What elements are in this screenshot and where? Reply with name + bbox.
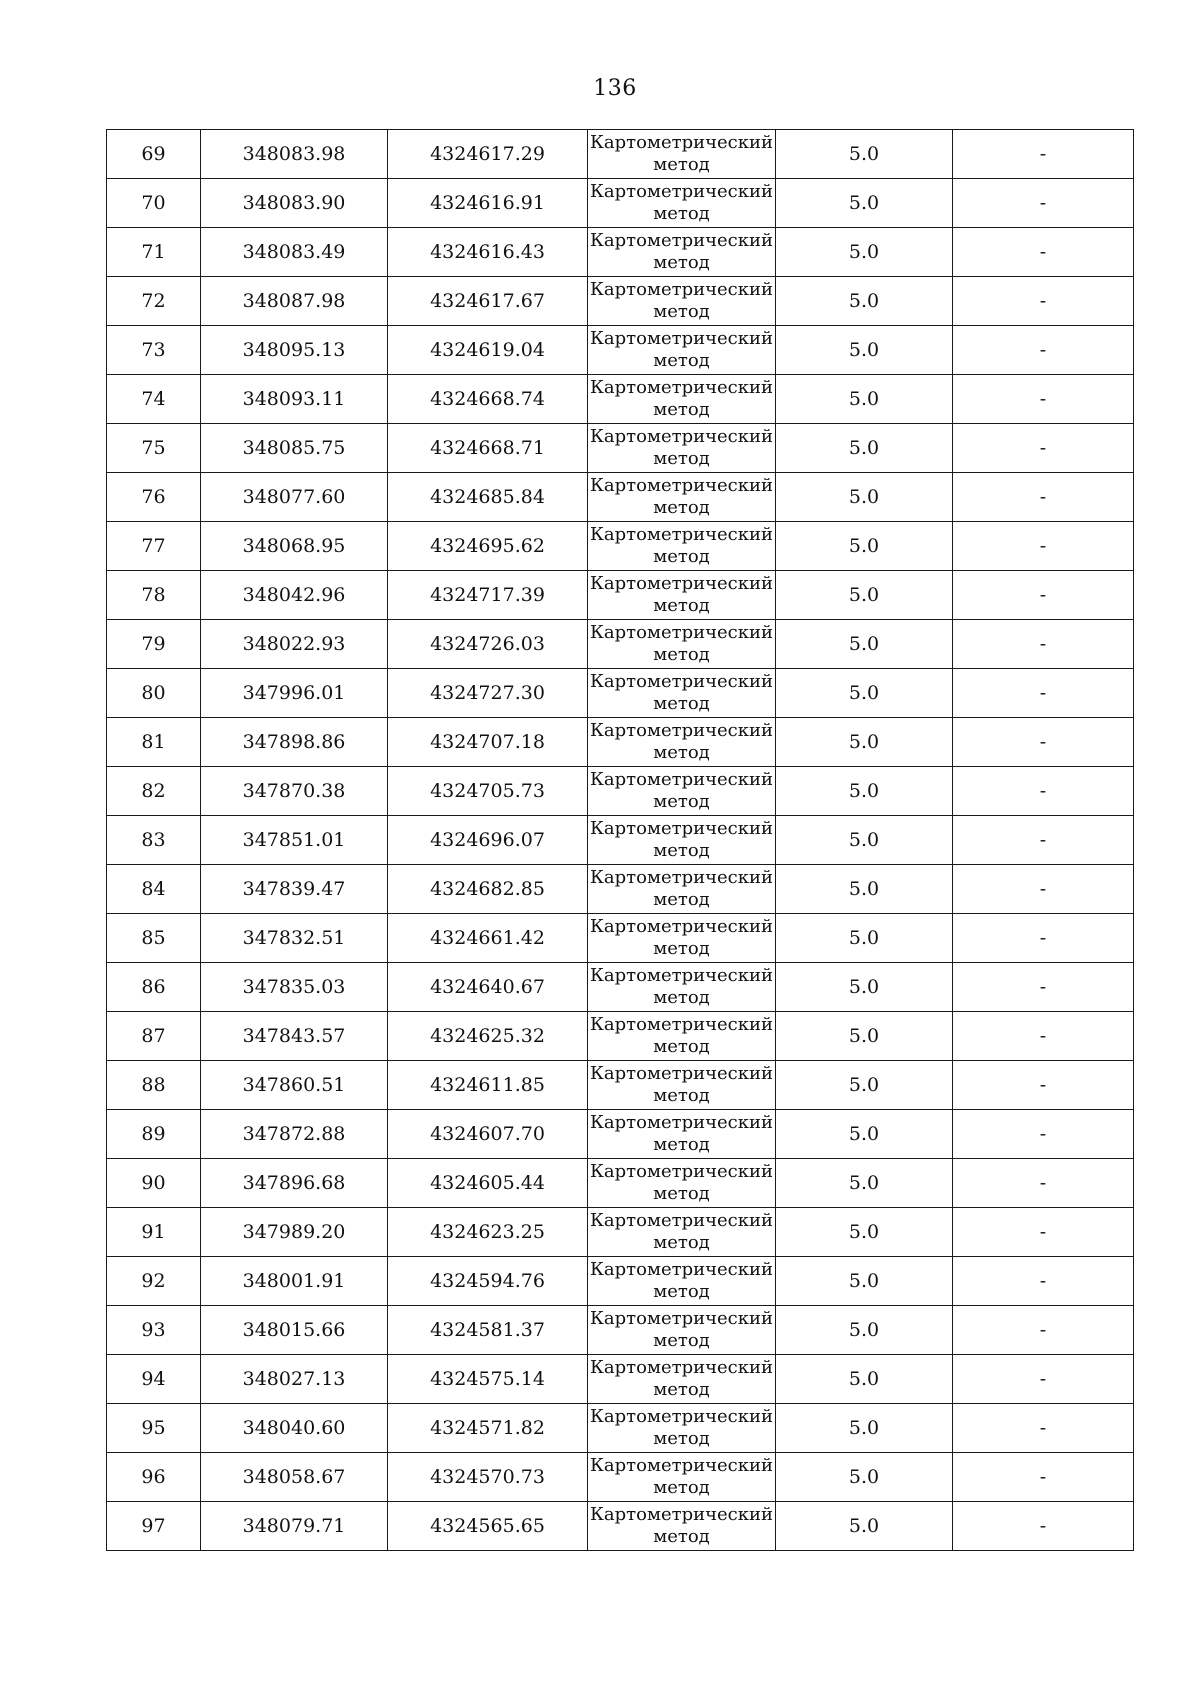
table-row: [107, 424, 1134, 473]
point-number-cell: 81: [107, 718, 201, 767]
y-coordinate-cell: 4324605.44: [388, 1159, 588, 1208]
method-label-line1: Картометрический: [590, 328, 773, 349]
note-cell: -: [953, 1502, 1134, 1551]
note-cell: -: [953, 767, 1134, 816]
method-label-line2: метод: [653, 938, 710, 959]
note-cell: -: [953, 424, 1134, 473]
y-coordinate-cell: 4324640.67: [388, 963, 588, 1012]
point-number-cell: 73: [107, 326, 201, 375]
method-cell: [588, 424, 776, 473]
method-label-line2: метод: [653, 1134, 710, 1155]
y-coordinate-cell: 4324619.04: [388, 326, 588, 375]
method-label-line1: Картометрический: [590, 1210, 773, 1231]
method-label-line2: метод: [653, 448, 710, 469]
y-coordinate-cell: 4324616.43: [388, 228, 588, 277]
x-coordinate-cell: 348001.91: [201, 1257, 388, 1306]
table-row: [107, 1404, 1134, 1453]
point-number-cell: 82: [107, 767, 201, 816]
y-coordinate-cell: 4324668.74: [388, 375, 588, 424]
note-cell: -: [953, 277, 1134, 326]
x-coordinate-cell: 347870.38: [201, 767, 388, 816]
method-label-line2: метод: [653, 350, 710, 371]
x-coordinate-cell: 348022.93: [201, 620, 388, 669]
method-cell: [588, 1404, 776, 1453]
method-label-line1: Картометрический: [590, 1112, 773, 1133]
coordinates-table: [106, 129, 1134, 1551]
table-row: [107, 816, 1134, 865]
note-cell: -: [953, 1159, 1134, 1208]
x-coordinate-cell: 348068.95: [201, 522, 388, 571]
x-coordinate-cell: 347989.20: [201, 1208, 388, 1257]
accuracy-cell: 5.0: [776, 179, 953, 228]
method-cell: [588, 277, 776, 326]
point-number-cell: 72: [107, 277, 201, 326]
point-number-cell: 86: [107, 963, 201, 1012]
x-coordinate-cell: 348027.13: [201, 1355, 388, 1404]
table-row: [107, 1061, 1134, 1110]
accuracy-cell: 5.0: [776, 473, 953, 522]
table-row: [107, 1110, 1134, 1159]
table-row: [107, 1453, 1134, 1502]
accuracy-cell: 5.0: [776, 963, 953, 1012]
method-label-line2: метод: [653, 1330, 710, 1351]
method-cell: [588, 1110, 776, 1159]
table-row: [107, 375, 1134, 424]
point-number-cell: 79: [107, 620, 201, 669]
x-coordinate-cell: 347843.57: [201, 1012, 388, 1061]
accuracy-cell: 5.0: [776, 424, 953, 473]
method-label-line1: Картометрический: [590, 1308, 773, 1329]
method-cell: [588, 326, 776, 375]
point-number-cell: 94: [107, 1355, 201, 1404]
accuracy-cell: 5.0: [776, 914, 953, 963]
point-number-cell: 97: [107, 1502, 201, 1551]
y-coordinate-cell: 4324661.42: [388, 914, 588, 963]
point-number-cell: 85: [107, 914, 201, 963]
accuracy-cell: 5.0: [776, 522, 953, 571]
accuracy-cell: 5.0: [776, 1502, 953, 1551]
method-label-line1: Картометрический: [590, 671, 773, 692]
method-cell: [588, 228, 776, 277]
method-cell: [588, 375, 776, 424]
note-cell: -: [953, 375, 1134, 424]
x-coordinate-cell: 348015.66: [201, 1306, 388, 1355]
method-cell: [588, 718, 776, 767]
note-cell: -: [953, 326, 1134, 375]
point-number-cell: 75: [107, 424, 201, 473]
table-row: [107, 865, 1134, 914]
x-coordinate-cell: 348095.13: [201, 326, 388, 375]
method-label-line1: Картометрический: [590, 965, 773, 986]
method-label-line1: Картометрический: [590, 720, 773, 741]
method-label-line2: метод: [653, 889, 710, 910]
point-number-cell: 76: [107, 473, 201, 522]
table-row: [107, 669, 1134, 718]
y-coordinate-cell: 4324581.37: [388, 1306, 588, 1355]
accuracy-cell: 5.0: [776, 1159, 953, 1208]
accuracy-cell: 5.0: [776, 1110, 953, 1159]
y-coordinate-cell: 4324705.73: [388, 767, 588, 816]
method-label-line2: метод: [653, 1526, 710, 1547]
x-coordinate-cell: 347860.51: [201, 1061, 388, 1110]
table-row: [107, 571, 1134, 620]
point-number-cell: 77: [107, 522, 201, 571]
y-coordinate-cell: 4324570.73: [388, 1453, 588, 1502]
method-label-line2: метод: [653, 1183, 710, 1204]
method-label-line1: Картометрический: [590, 279, 773, 300]
table-row: [107, 1159, 1134, 1208]
y-coordinate-cell: 4324625.32: [388, 1012, 588, 1061]
note-cell: -: [953, 179, 1134, 228]
method-cell: [588, 473, 776, 522]
point-number-cell: 84: [107, 865, 201, 914]
table-row: [107, 620, 1134, 669]
method-label-line2: метод: [653, 1232, 710, 1253]
x-coordinate-cell: 347898.86: [201, 718, 388, 767]
point-number-cell: 90: [107, 1159, 201, 1208]
method-label-line2: метод: [653, 1281, 710, 1302]
y-coordinate-cell: 4324611.85: [388, 1061, 588, 1110]
note-cell: -: [953, 669, 1134, 718]
note-cell: -: [953, 1257, 1134, 1306]
method-cell: [588, 522, 776, 571]
method-label-line1: Картометрический: [590, 573, 773, 594]
accuracy-cell: 5.0: [776, 1306, 953, 1355]
table-row: [107, 914, 1134, 963]
method-label-line2: метод: [653, 742, 710, 763]
note-cell: -: [953, 473, 1134, 522]
x-coordinate-cell: 348077.60: [201, 473, 388, 522]
accuracy-cell: 5.0: [776, 816, 953, 865]
y-coordinate-cell: 4324575.14: [388, 1355, 588, 1404]
x-coordinate-cell: 347851.01: [201, 816, 388, 865]
point-number-cell: 83: [107, 816, 201, 865]
method-label-line1: Картометрический: [590, 132, 773, 153]
table-row: [107, 1502, 1134, 1551]
method-cell: [588, 571, 776, 620]
point-number-cell: 93: [107, 1306, 201, 1355]
x-coordinate-cell: 348083.90: [201, 179, 388, 228]
accuracy-cell: 5.0: [776, 571, 953, 620]
method-label-line2: метод: [653, 252, 710, 273]
x-coordinate-cell: 348040.60: [201, 1404, 388, 1453]
y-coordinate-cell: 4324717.39: [388, 571, 588, 620]
note-cell: -: [953, 718, 1134, 767]
table-row: [107, 1208, 1134, 1257]
method-label-line1: Картометрический: [590, 230, 773, 251]
table-row: [107, 473, 1134, 522]
x-coordinate-cell: 348083.98: [201, 130, 388, 179]
method-cell: [588, 1208, 776, 1257]
method-label-line1: Картометрический: [590, 524, 773, 545]
method-label-line2: метод: [653, 791, 710, 812]
table-row: [107, 228, 1134, 277]
method-label-line2: метод: [653, 644, 710, 665]
method-label-line1: Картометрический: [590, 1406, 773, 1427]
method-label-line2: метод: [653, 987, 710, 1008]
method-label-line2: метод: [653, 497, 710, 518]
method-label-line2: метод: [653, 154, 710, 175]
method-label-line2: метод: [653, 1428, 710, 1449]
note-cell: -: [953, 1453, 1134, 1502]
point-number-cell: 92: [107, 1257, 201, 1306]
point-number-cell: 70: [107, 179, 201, 228]
method-label-line2: метод: [653, 546, 710, 567]
page-number: 136: [593, 76, 637, 101]
x-coordinate-cell: 347835.03: [201, 963, 388, 1012]
method-label-line2: метод: [653, 595, 710, 616]
accuracy-cell: 5.0: [776, 1208, 953, 1257]
method-cell: [588, 914, 776, 963]
note-cell: -: [953, 130, 1134, 179]
note-cell: -: [953, 620, 1134, 669]
x-coordinate-cell: 348058.67: [201, 1453, 388, 1502]
x-coordinate-cell: 347896.68: [201, 1159, 388, 1208]
method-cell: [588, 1012, 776, 1061]
note-cell: -: [953, 1061, 1134, 1110]
method-label-line1: Картометрический: [590, 818, 773, 839]
note-cell: -: [953, 228, 1134, 277]
accuracy-cell: 5.0: [776, 130, 953, 179]
y-coordinate-cell: 4324668.71: [388, 424, 588, 473]
accuracy-cell: 5.0: [776, 375, 953, 424]
method-label-line1: Картометрический: [590, 1357, 773, 1378]
accuracy-cell: 5.0: [776, 1453, 953, 1502]
point-number-cell: 87: [107, 1012, 201, 1061]
method-label-line1: Картометрический: [590, 377, 773, 398]
point-number-cell: 96: [107, 1453, 201, 1502]
table-row: [107, 767, 1134, 816]
x-coordinate-cell: 348087.98: [201, 277, 388, 326]
method-label-line1: Картометрический: [590, 1504, 773, 1525]
y-coordinate-cell: 4324623.25: [388, 1208, 588, 1257]
method-cell: [588, 179, 776, 228]
table-row: [107, 277, 1134, 326]
method-label-line1: Картометрический: [590, 1259, 773, 1280]
method-cell: [588, 816, 776, 865]
method-label-line1: Картометрический: [590, 769, 773, 790]
note-cell: -: [953, 1110, 1134, 1159]
method-cell: [588, 1257, 776, 1306]
method-label-line1: Картометрический: [590, 622, 773, 643]
point-number-cell: 91: [107, 1208, 201, 1257]
y-coordinate-cell: 4324565.65: [388, 1502, 588, 1551]
method-cell: [588, 865, 776, 914]
note-cell: -: [953, 1306, 1134, 1355]
y-coordinate-cell: 4324727.30: [388, 669, 588, 718]
method-cell: [588, 1061, 776, 1110]
accuracy-cell: 5.0: [776, 1257, 953, 1306]
point-number-cell: 69: [107, 130, 201, 179]
method-label-line2: метод: [653, 399, 710, 420]
y-coordinate-cell: 4324617.67: [388, 277, 588, 326]
y-coordinate-cell: 4324726.03: [388, 620, 588, 669]
accuracy-cell: 5.0: [776, 1012, 953, 1061]
method-cell: [588, 620, 776, 669]
x-coordinate-cell: 347996.01: [201, 669, 388, 718]
point-number-cell: 88: [107, 1061, 201, 1110]
method-label-line1: Картометрический: [590, 916, 773, 937]
table-row: [107, 1257, 1134, 1306]
accuracy-cell: 5.0: [776, 669, 953, 718]
method-cell: [588, 1355, 776, 1404]
table-row: [107, 326, 1134, 375]
method-cell: [588, 669, 776, 718]
accuracy-cell: 5.0: [776, 620, 953, 669]
y-coordinate-cell: 4324707.18: [388, 718, 588, 767]
y-coordinate-cell: 4324696.07: [388, 816, 588, 865]
y-coordinate-cell: 4324594.76: [388, 1257, 588, 1306]
y-coordinate-cell: 4324682.85: [388, 865, 588, 914]
point-number-cell: 95: [107, 1404, 201, 1453]
method-cell: [588, 1502, 776, 1551]
note-cell: -: [953, 1012, 1134, 1061]
method-label-line2: метод: [653, 203, 710, 224]
x-coordinate-cell: 348079.71: [201, 1502, 388, 1551]
method-label-line1: Картометрический: [590, 1014, 773, 1035]
method-label-line2: метод: [653, 840, 710, 861]
accuracy-cell: 5.0: [776, 326, 953, 375]
x-coordinate-cell: 347872.88: [201, 1110, 388, 1159]
y-coordinate-cell: 4324617.29: [388, 130, 588, 179]
x-coordinate-cell: 347839.47: [201, 865, 388, 914]
table-row: [107, 718, 1134, 767]
note-cell: -: [953, 571, 1134, 620]
method-label-line1: Картометрический: [590, 867, 773, 888]
y-coordinate-cell: 4324571.82: [388, 1404, 588, 1453]
method-label-line1: Картометрический: [590, 426, 773, 447]
y-coordinate-cell: 4324685.84: [388, 473, 588, 522]
accuracy-cell: 5.0: [776, 865, 953, 914]
note-cell: -: [953, 522, 1134, 571]
method-label-line1: Картометрический: [590, 475, 773, 496]
method-label-line1: Картометрический: [590, 1161, 773, 1182]
accuracy-cell: 5.0: [776, 767, 953, 816]
accuracy-cell: 5.0: [776, 718, 953, 767]
accuracy-cell: 5.0: [776, 228, 953, 277]
x-coordinate-cell: 348093.11: [201, 375, 388, 424]
coordinates-table-body: [107, 130, 1134, 1551]
table-row: [107, 1306, 1134, 1355]
note-cell: -: [953, 1404, 1134, 1453]
method-cell: [588, 130, 776, 179]
x-coordinate-cell: 348042.96: [201, 571, 388, 620]
method-label-line2: метод: [653, 1085, 710, 1106]
method-label-line2: метод: [653, 693, 710, 714]
note-cell: -: [953, 914, 1134, 963]
accuracy-cell: 5.0: [776, 277, 953, 326]
table-row: [107, 522, 1134, 571]
point-number-cell: 74: [107, 375, 201, 424]
note-cell: -: [953, 865, 1134, 914]
table-row: [107, 130, 1134, 179]
note-cell: -: [953, 1355, 1134, 1404]
y-coordinate-cell: 4324616.91: [388, 179, 588, 228]
accuracy-cell: 5.0: [776, 1061, 953, 1110]
accuracy-cell: 5.0: [776, 1355, 953, 1404]
method-label-line2: метод: [653, 1036, 710, 1057]
point-number-cell: 80: [107, 669, 201, 718]
method-label-line1: Картометрический: [590, 181, 773, 202]
x-coordinate-cell: 348083.49: [201, 228, 388, 277]
x-coordinate-cell: 347832.51: [201, 914, 388, 963]
method-label-line2: метод: [653, 1477, 710, 1498]
table-row: [107, 1355, 1134, 1404]
method-label-line2: метод: [653, 1379, 710, 1400]
point-number-cell: 71: [107, 228, 201, 277]
point-number-cell: 89: [107, 1110, 201, 1159]
note-cell: -: [953, 1208, 1134, 1257]
table-row: [107, 179, 1134, 228]
x-coordinate-cell: 348085.75: [201, 424, 388, 473]
accuracy-cell: 5.0: [776, 1404, 953, 1453]
method-cell: [588, 1159, 776, 1208]
table-row: [107, 1012, 1134, 1061]
method-cell: [588, 767, 776, 816]
y-coordinate-cell: 4324695.62: [388, 522, 588, 571]
note-cell: -: [953, 963, 1134, 1012]
y-coordinate-cell: 4324607.70: [388, 1110, 588, 1159]
method-label-line2: метод: [653, 301, 710, 322]
note-cell: -: [953, 816, 1134, 865]
method-cell: [588, 1453, 776, 1502]
method-cell: [588, 963, 776, 1012]
method-label-line1: Картометрический: [590, 1455, 773, 1476]
table-row: [107, 963, 1134, 1012]
point-number-cell: 78: [107, 571, 201, 620]
method-cell: [588, 1306, 776, 1355]
method-label-line1: Картометрический: [590, 1063, 773, 1084]
